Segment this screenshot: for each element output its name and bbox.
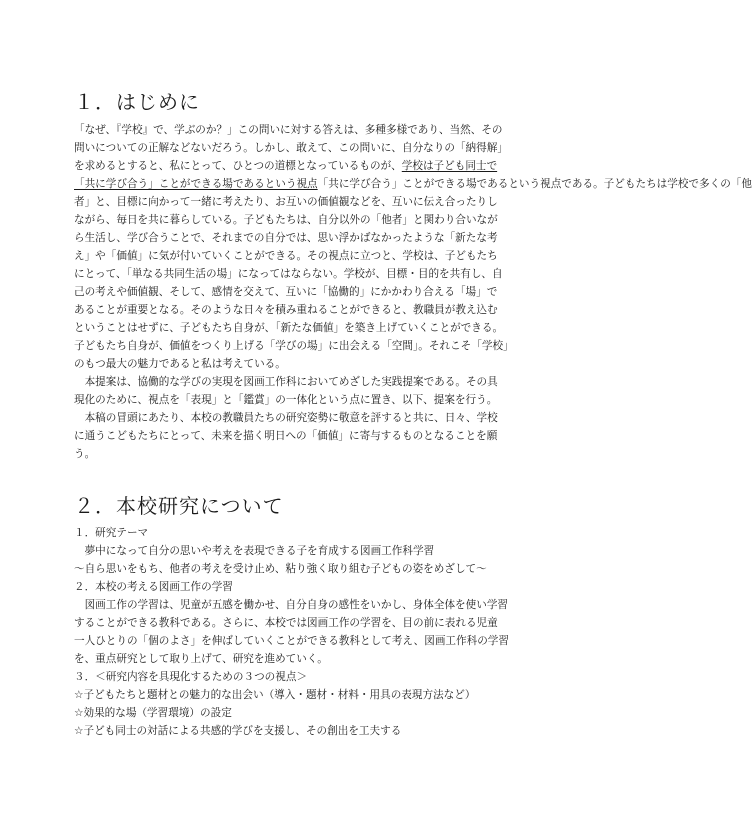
viewpoint-item: ☆子どもたちと題材との魅力的な出会い（導入・題材・材料・用具の表現方法など） [74,689,476,701]
underlined-phrase: 学校は子ども同士で [401,160,498,172]
text-line: ら生活し、学び合うことで、それまでの自分では、思い浮かばなかったような「新たな考 [74,232,498,244]
text-line [74,157,526,175]
text-line: 問いについての正解などないだろう。しかし、敢えて、この問いに、自分なりの「納得解」 [74,142,508,154]
subheading-school-view: ２．本校の考える図画工作の学習 [74,581,233,593]
underlined-phrase: 「共に学び合う」ことができる場であるという視点 [74,178,318,190]
text-line: 図画工作の学習は、児童が五感を働かせ、自分自身の感性をいかし、身体全体を使い学習 [74,599,509,611]
text-line: う。 [74,448,96,460]
section2-body [74,524,526,740]
text-line: に通うこどもたちにとって、未来を描く明日への「価値」に寄与するものとなることを願 [74,430,498,442]
subheading-research-theme: １．研究テーマ [74,527,149,539]
section2-heading: ２．本校研究について [74,494,284,518]
text-line-start: を求めるとすると、私にとって、ひとつの道標となっているものが、 [74,160,402,172]
text-line: ながら、毎日を共に暮らしている。子どもたちは、自分以外の「他者」と関わり合いなが [74,214,498,226]
text-line [74,175,752,193]
text-line: 子どもたち自身が、価値をつくり上げる「学びの場」に出会える「空間」。それこそ「学校」 [74,340,514,352]
text-line: 「なぜ、『学校』で、学ぶのか？」この問いに対する答えは、多種多様であり、当然、その [74,124,503,136]
viewpoint-item: ☆子ども同士の対話による共感的学びを支援し、その創出を工夫する [74,725,402,737]
research-theme-subtitle: 〜自ら思いをもち、他者の考えを受け止め、粘り強く取り組む子どもの姿をめざして〜 [74,563,487,575]
section1-heading: １．はじめに [74,90,200,114]
text-line: あることが重要となる。そのような日々を積み重ねることができると、教職員が教え込む [74,304,498,316]
text-line: にとって、「単なる共同生活の場」になってはならない。学校が、目標・目的を共有し、自 [74,268,503,280]
text-line: 現化のために、視点を「表現」と「鑑賞」の一体化という点に置き、以下、提案を行う。 [74,394,498,406]
text-line: 一人ひとりの「個のよさ」を伸ばしていくことができる教科として考え、図画工作科の学習 [74,635,509,647]
text-line: 者」と、目標に向かって一緒に考えたり、お互いの価値観などを、互いに伝え合ったりし [74,196,498,208]
viewpoint-item: ☆効果的な場（学習環境）の設定 [74,707,232,719]
text-line: のもつ最大の魅力であると私は考えている。 [74,358,286,370]
text-line: を、重点研究として取り上げて、研究を進めていく。 [74,653,328,665]
text-line: え」や「価値」に気が付いていくことができる。その視点に立つと、学校は、子どもたち [74,250,498,262]
text-line-rest: 「共に学び合う」ことができる場であるという視点である。子どもたちは学校で多くの「他 [317,178,752,190]
text-line: 本提案は、協働的な学びの実現を図画工作科においてめざした実践提案である。その具 [74,376,498,388]
text-line: ということはせずに、子どもたち自身が、「新たな価値」を築き上げていくことができる。 [74,322,504,334]
research-theme-title: 夢中になって自分の思いや考えを表現できる子を育成する図画工作科学習 [74,545,435,557]
section1-body [74,121,752,463]
subheading-three-viewpoints: ３．＜研究内容を具現化するための３つの視点＞ [74,671,308,683]
text-line: することができる教科である。さらに、本校では図画工作の学習を、目の前に表れる児童 [74,617,498,629]
text-line: 本稿の冒頭にあたり、本校の教職員たちの研究姿勢に敬意を評すると共に、日々、学校 [74,412,498,424]
text-line: 己の考えや価値観、そして、感情を交えて、互いに「協働的」にかかわり合える「場」で [74,286,498,298]
